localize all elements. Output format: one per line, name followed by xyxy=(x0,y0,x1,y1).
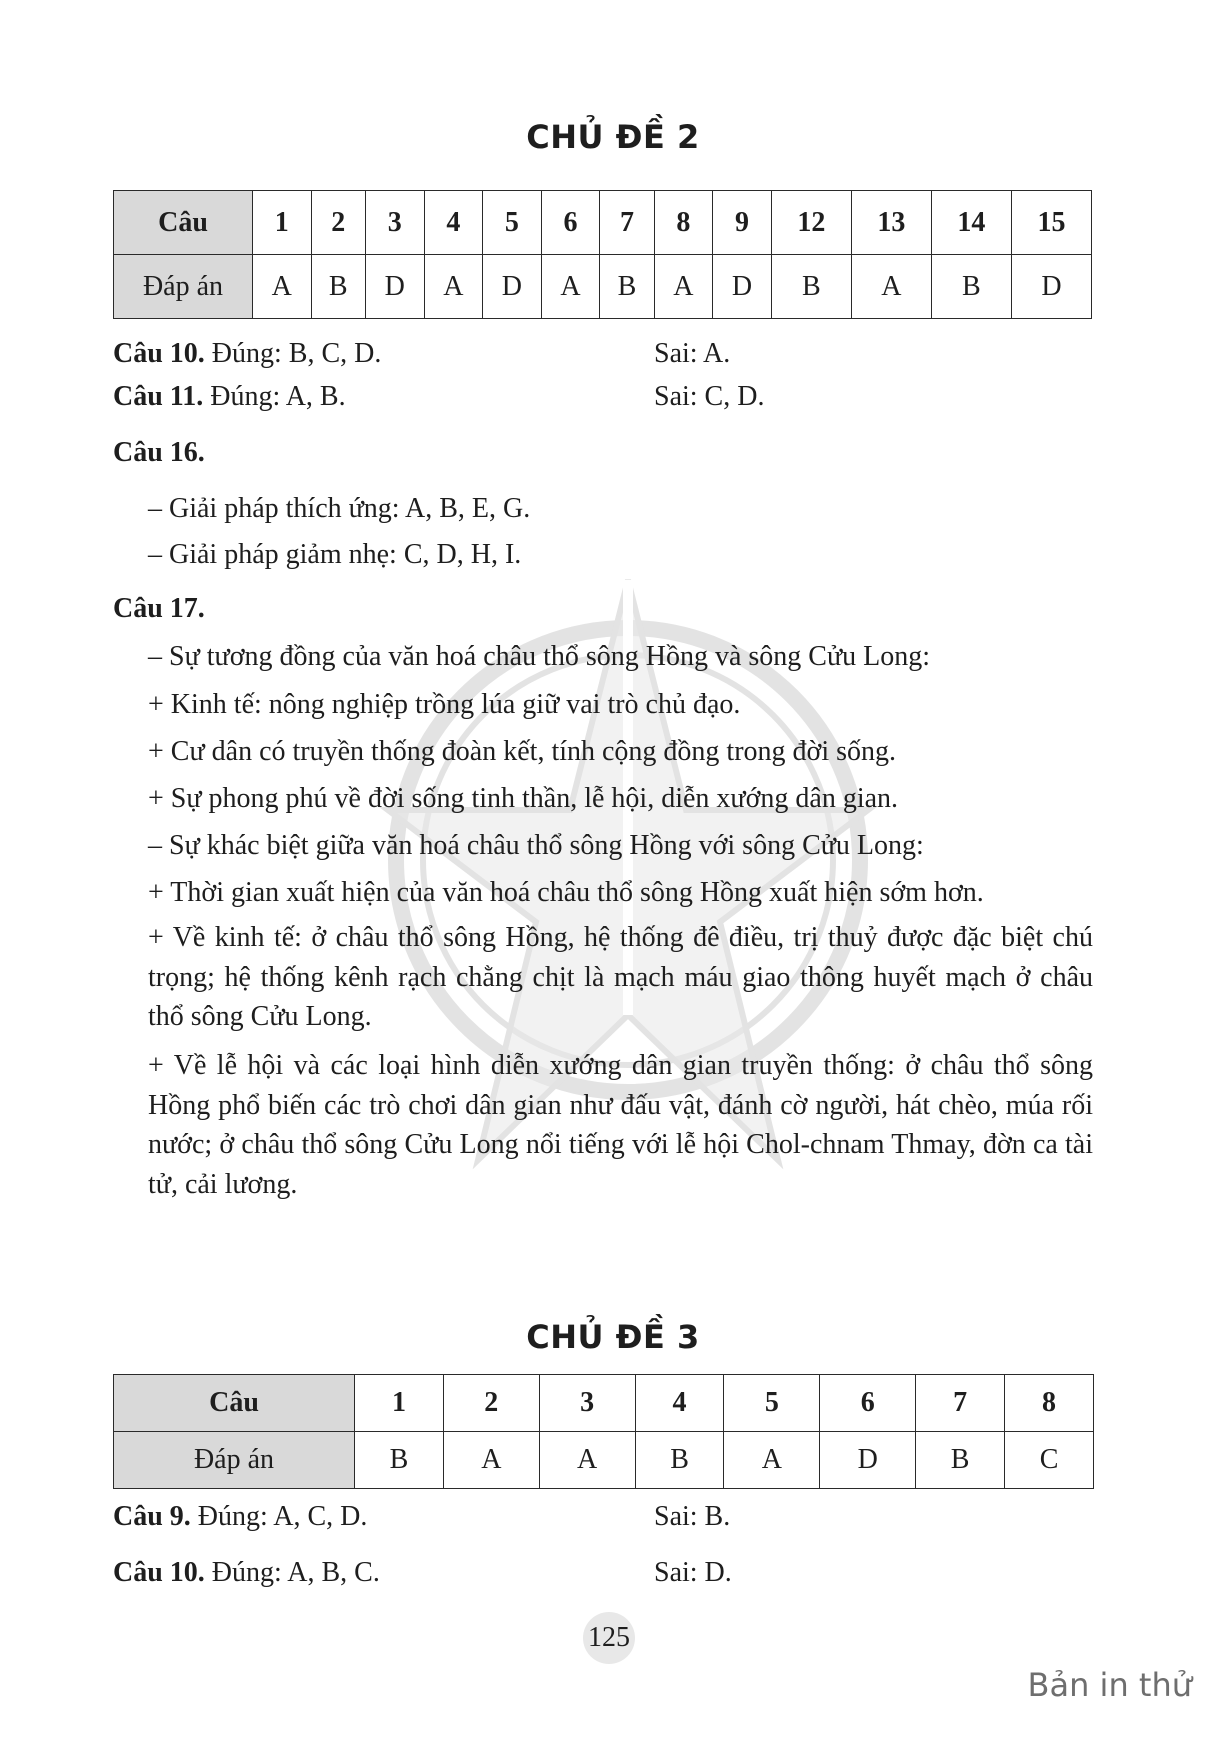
answer-cell: A xyxy=(253,255,312,319)
question-number-cell: 4 xyxy=(424,191,483,255)
topic2-q17-line-8: + Về lễ hội và các loại hình diễn xướng dân gian truyền thống: ở châu thổ sông Hồng phổ biến các trò chơi dân gian như đấu vật, đánh cờ người, hát chèo, múa rối nước; ở châu thổ sông Cửu Long nổi tiếng với lễ hội Chol-chnam Thmay, đờn ca tài tử, cải lương. xyxy=(148,1050,1093,1200)
answer-cell: B xyxy=(771,255,851,319)
topic2-title: CHỦ ĐỀ 2 xyxy=(526,118,700,156)
answer-label-cell: Đáp án xyxy=(114,1432,355,1489)
topic2-q17-line-4: + Sự phong phú về đời sống tinh thần, lễ hội, diễn xướng dân gian. xyxy=(148,783,899,814)
table-answer-row xyxy=(114,1432,1094,1489)
topic2-q16-line-2: – Giải pháp giảm nhẹ: C, D, H, I. xyxy=(148,539,522,570)
topic2-q17-line-3: + Cư dân có truyền thống đoàn kết, tính cộng đồng trong đời sống. xyxy=(148,736,897,767)
table-answer-row xyxy=(114,255,1092,319)
topic2-q10-wrong: Sai: A. xyxy=(654,338,731,369)
question-number-cell: 6 xyxy=(820,1375,916,1432)
answer-cell: B xyxy=(931,255,1011,319)
topic3-answer-table xyxy=(113,1374,1094,1489)
topic3-q10-line xyxy=(113,1556,380,1590)
question-number-cell: 8 xyxy=(654,191,713,255)
answer-cell: D xyxy=(365,255,424,319)
question-number-cell: 9 xyxy=(713,191,772,255)
question-number-cell: 2 xyxy=(443,1375,539,1432)
table-header-row xyxy=(114,1375,1094,1432)
topic3-q9-wrong: Sai: B. xyxy=(654,1501,731,1532)
question-number-cell: 5 xyxy=(483,191,542,255)
topic2-q17-line-7: + Về kinh tế: ở châu thổ sông Hồng, hệ thống đê điều, trị thuỷ được đặc biệt chú trọng; hệ thống kênh rạch chằng chịt là mạch máu giao thông huyết mạch ở châu thổ sông Cửu Long. xyxy=(148,922,1093,1032)
answer-cell: B xyxy=(355,1432,444,1489)
answer-cell: A xyxy=(424,255,483,319)
question-label: Câu 10. xyxy=(113,338,205,369)
question-number-cell: 14 xyxy=(931,191,1011,255)
header-label-cell: Câu xyxy=(114,191,253,255)
topic2-q17-line-5: – Sự khác biệt giữa văn hoá châu thổ sông Hồng với sông Cửu Long: xyxy=(148,830,924,861)
answer-cell: A xyxy=(851,255,931,319)
answer-cell: B xyxy=(311,255,365,319)
correct-answers: Đúng: B, C, D. xyxy=(211,338,382,369)
question-number-cell: 12 xyxy=(771,191,851,255)
correct-answers: Đúng: A, B, C. xyxy=(211,1557,380,1588)
question-number-cell: 8 xyxy=(1005,1375,1094,1432)
question-number-cell: 5 xyxy=(724,1375,820,1432)
question-number-cell: 7 xyxy=(916,1375,1005,1432)
header-label-cell: Câu xyxy=(114,1375,355,1432)
question-label: Câu 9. xyxy=(113,1501,191,1532)
question-number-cell: 15 xyxy=(1011,191,1091,255)
answer-cell: A xyxy=(443,1432,539,1489)
draft-stamp: Bản in thử xyxy=(1027,1666,1192,1704)
question-number-cell: 7 xyxy=(600,191,654,255)
topic2-q17-line-2: + Kinh tế: nông nghiệp trồng lúa giữ vai trò chủ đạo. xyxy=(148,689,741,720)
question-number-cell: 1 xyxy=(253,191,312,255)
table-header-row xyxy=(114,191,1092,255)
topic2-q16-line-1: – Giải pháp thích ứng: A, B, E, G. xyxy=(148,493,531,524)
topic2-q11-wrong: Sai: C, D. xyxy=(654,381,765,412)
topic3-title: CHỦ ĐỀ 3 xyxy=(526,1318,700,1356)
answer-cell: D xyxy=(483,255,542,319)
topic2-q17-line-1: – Sự tương đồng của văn hoá châu thổ sông Hồng và sông Cửu Long: xyxy=(148,641,931,672)
answer-cell: B xyxy=(916,1432,1005,1489)
answer-cell: A xyxy=(724,1432,820,1489)
topic2-q11-line xyxy=(113,380,346,414)
correct-answers: Đúng: A, B. xyxy=(210,381,346,412)
question-number-cell: 6 xyxy=(541,191,600,255)
answer-label-cell: Đáp án xyxy=(114,255,253,319)
topic3-q10-wrong: Sai: D. xyxy=(654,1557,732,1588)
question-number-cell: 3 xyxy=(539,1375,635,1432)
question-label: Câu 10. xyxy=(113,1557,205,1588)
answer-cell: B xyxy=(600,255,654,319)
topic3-q9-line xyxy=(113,1500,367,1534)
topic2-q17-line-6: + Thời gian xuất hiện của văn hoá châu thổ sông Hồng xuất hiện sớm hơn. xyxy=(148,877,984,908)
page-number: 125 xyxy=(583,1612,635,1664)
answer-cell: A xyxy=(541,255,600,319)
question-label: Câu 11. xyxy=(113,381,204,412)
topic2-q10-line xyxy=(113,337,381,371)
topic2-answer-table xyxy=(113,190,1092,319)
answer-cell: D xyxy=(713,255,772,319)
answer-cell: D xyxy=(820,1432,916,1489)
topic2-q16-label xyxy=(113,436,205,470)
answer-cell: C xyxy=(1005,1432,1094,1489)
question-number-cell: 4 xyxy=(635,1375,724,1432)
answer-cell: A xyxy=(539,1432,635,1489)
question-number-cell: 2 xyxy=(311,191,365,255)
answer-cell: A xyxy=(654,255,713,319)
question-number-cell: 13 xyxy=(851,191,931,255)
question-number-cell: 3 xyxy=(365,191,424,255)
answer-cell: B xyxy=(635,1432,724,1489)
question-label: Câu 17. xyxy=(113,593,205,624)
correct-answers: Đúng: A, C, D. xyxy=(197,1501,368,1532)
topic2-q17-label xyxy=(113,592,205,626)
question-label: Câu 16. xyxy=(113,437,205,468)
question-number-cell: 1 xyxy=(355,1375,444,1432)
answer-cell: D xyxy=(1011,255,1091,319)
